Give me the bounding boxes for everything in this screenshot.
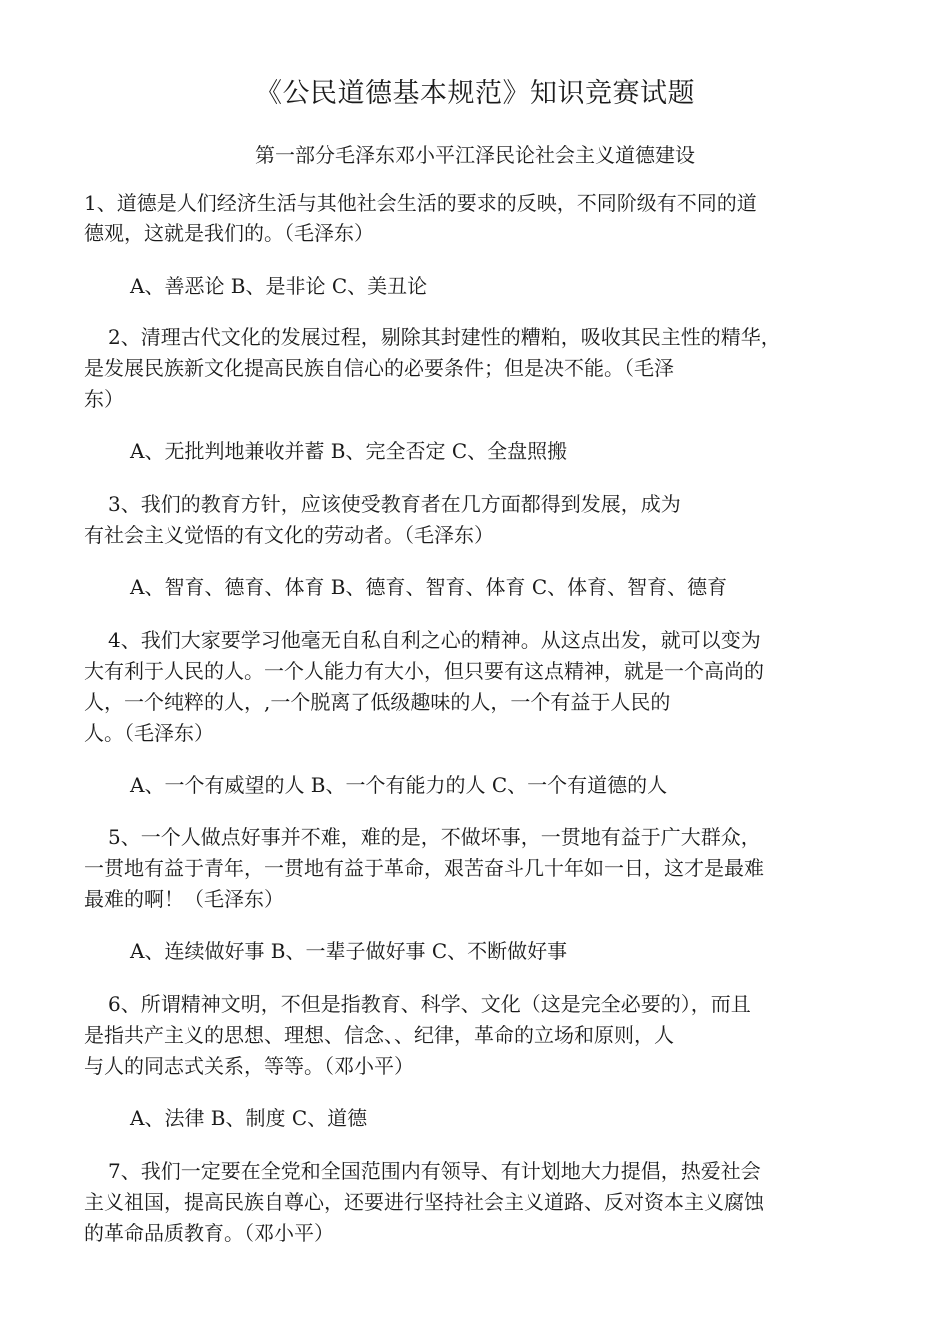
- question-4-options: A、一个有威望的人 B、一个有能力的人 C、一个有道德的人: [130, 773, 668, 797]
- question-6-options: A、法律 B、制度 C、道德: [130, 1106, 368, 1130]
- question-2-line-3: 东）: [84, 387, 124, 411]
- question-5-line-1: 5、一个人做点好事并不难，难的是，不做坏事，一贯地有益于广大群众，: [108, 825, 761, 849]
- question-7-line-3: 的革命品质教育。（邓小平）: [84, 1221, 334, 1245]
- question-3-line-1: 3、我们的教育方针，应该使受教育者在几方面都得到发展，成为: [108, 492, 681, 516]
- question-7-line-2: 主义祖国，提高民族自尊心，还要进行坚持社会主义道路、反对资本主义腐蚀: [84, 1190, 764, 1214]
- question-5-options: A、连续做好事 B、一辈子做好事 C、不断做好事: [130, 939, 568, 963]
- question-5-line-3: 最难的啊！（毛泽东）: [84, 887, 284, 911]
- question-4-line-1: 4、我们大家要学习他毫无自私自利之心的精神。从这点出发，就可以变为: [108, 628, 761, 652]
- section-title: 第一部分毛泽东邓小平江泽民论社会主义道德建设: [255, 143, 695, 167]
- question-2-line-1: 2、清理古代文化的发展过程，剔除其封建性的糟粕，吸收其民主性的精华，: [108, 325, 781, 349]
- question-4-line-2: 大有利于人民的人。一个人能力有大小，但只要有这点精神，就是一个高尚的: [84, 659, 764, 683]
- question-6-line-2: 是指共产主义的思想、理想、信念、、纪律，革命的立场和原则，人: [84, 1023, 674, 1047]
- question-3-line-2: 有社会主义觉悟的有文化的劳动者。（毛泽东）: [84, 523, 494, 547]
- question-7-line-1: 7、我们一定要在全党和全国范围内有领导、有计划地大力提倡，热爱社会: [108, 1159, 761, 1183]
- question-4-line-3: 人，一个纯粹的人，,一个脱离了低级趣味的人，一个有益于人民的: [84, 690, 671, 714]
- question-1-line-1: 1、道德是人们经济生活与其他社会生活的要求的反映，不同阶级有不同的道: [84, 191, 757, 215]
- question-6-line-1: 6、所谓精神文明，不但是指教育、科学、文化（这是完全必要的），而且: [108, 992, 751, 1016]
- question-3-options: A、智育、德育、体育 B、德育、智育、体育 C、体育、智育、德育: [130, 575, 728, 599]
- question-1-line-2: 德观，这就是我们的。（毛泽东）: [84, 221, 374, 245]
- question-5-line-2: 一贯地有益于青年，一贯地有益于革命，艰苦奋斗几十年如一日，这才是最难: [84, 856, 764, 880]
- question-2-line-2: 是发展民族新文化提高民族自信心的必要条件；但是决不能。（毛泽: [84, 356, 674, 380]
- page-title: 《公民道德基本规范》知识竞赛试题: [255, 78, 695, 109]
- question-4-line-4: 人。（毛泽东）: [84, 721, 214, 745]
- question-2-options: A、无批判地兼收并蓄 B、完全否定 C、全盘照搬: [130, 439, 568, 463]
- question-1-options: A、善恶论 B、是非论 C、美丑论: [130, 274, 428, 298]
- question-6-line-3: 与人的同志式关系，等等。（邓小平）: [84, 1054, 414, 1078]
